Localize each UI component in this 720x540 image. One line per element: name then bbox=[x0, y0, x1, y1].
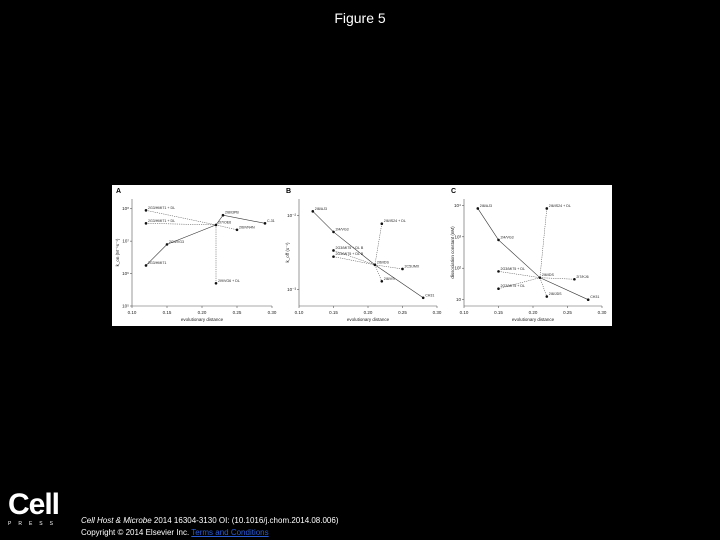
data-point bbox=[332, 249, 335, 252]
data-point bbox=[222, 214, 225, 217]
connector-line bbox=[375, 224, 382, 265]
data-point bbox=[422, 296, 425, 299]
x-tick-label: 0.10 bbox=[294, 310, 304, 315]
x-axis-label: evolutionary distance bbox=[346, 317, 390, 322]
x-tick-label: 0.20 bbox=[197, 310, 207, 315]
y-tick-label: 10⁻³ bbox=[287, 287, 296, 293]
x-axis-label: evolutionary distance bbox=[180, 317, 224, 322]
logo-word: Cell bbox=[8, 488, 60, 521]
y-axis-label: k_on (M⁻¹s⁻¹) bbox=[115, 238, 120, 267]
data-point-label: 2I6/IS24 + DL bbox=[383, 219, 406, 224]
x-tick-label: 0.20 bbox=[363, 310, 373, 315]
x-tick-label: 0.15 bbox=[329, 310, 338, 315]
data-point bbox=[477, 207, 480, 210]
figure-panels bbox=[112, 185, 612, 326]
data-point bbox=[145, 222, 148, 225]
data-point-label: 2G3/MI75 + DL bbox=[500, 266, 525, 271]
x-tick-label: 0.25 bbox=[563, 310, 572, 315]
data-point bbox=[539, 276, 542, 279]
data-point bbox=[497, 287, 500, 290]
data-point bbox=[546, 207, 549, 210]
connector-line bbox=[216, 225, 237, 230]
connector-line bbox=[540, 208, 547, 277]
chart-panel-a bbox=[112, 185, 282, 326]
data-point-label: 2I4/VG3 bbox=[335, 227, 349, 232]
page-title: Figure 5 bbox=[334, 10, 386, 26]
data-point-label: 2I9/VG6 + DL bbox=[218, 278, 240, 283]
y-tick-label: 10⁻² bbox=[287, 212, 296, 218]
trend-line bbox=[478, 208, 588, 299]
y-tick-label: 10⁸ bbox=[122, 206, 129, 212]
y-tick-label: 10² bbox=[454, 265, 461, 271]
data-point bbox=[381, 222, 384, 225]
data-point bbox=[215, 282, 218, 285]
terms-link[interactable]: Terms and Conditions bbox=[191, 528, 269, 537]
panel-letter: A bbox=[116, 188, 122, 195]
data-point-label: C-31 bbox=[267, 218, 275, 223]
x-tick-label: 0.30 bbox=[597, 310, 607, 315]
x-tick-label: 0.15 bbox=[162, 310, 172, 315]
data-point bbox=[573, 278, 576, 281]
data-point bbox=[264, 222, 267, 225]
x-tick-label: 0.25 bbox=[232, 310, 242, 315]
data-point-label: 2I8/VS bbox=[383, 276, 395, 281]
y-tick-label: 10⁴ bbox=[454, 202, 461, 208]
panel-a bbox=[112, 185, 282, 326]
y-tick-label: 10⁵ bbox=[122, 303, 129, 309]
x-tick-label: 0.10 bbox=[127, 310, 137, 315]
copyright-line bbox=[81, 527, 339, 539]
data-point bbox=[145, 209, 148, 212]
chart-panel-b bbox=[282, 185, 447, 326]
data-point bbox=[312, 210, 315, 213]
data-point-label: 2I7/OE6 bbox=[218, 220, 232, 225]
data-point-label: 2G3/HMI71 + DL bbox=[148, 218, 176, 223]
logo-press: PRESS bbox=[8, 521, 60, 527]
x-tick-label: 0.20 bbox=[528, 310, 538, 315]
y-tick-label: 10⁶ bbox=[122, 271, 129, 277]
panel-letter: C bbox=[451, 188, 457, 195]
data-point bbox=[497, 239, 500, 242]
data-point bbox=[374, 264, 377, 267]
data-point-label: 2I7/KJ6 bbox=[576, 274, 589, 279]
data-point bbox=[332, 255, 335, 258]
y-axis-label: dissociation constant (nM) bbox=[450, 226, 455, 279]
copyright-text: Copyright © 2014 Elsevier Inc. bbox=[81, 528, 190, 537]
data-point-label: 2I6/IS24 + DL bbox=[548, 203, 571, 208]
data-point-label: 2I4/VG3 bbox=[500, 235, 514, 240]
data-point-label: 2G3/HMI71 + DL bbox=[148, 205, 176, 210]
data-point-label: 2C5/JMX bbox=[404, 264, 420, 269]
y-tick-label: 10³ bbox=[454, 234, 461, 240]
data-point bbox=[546, 295, 549, 298]
data-point-label: 2I8/AJ3 bbox=[314, 206, 327, 211]
panel-c bbox=[447, 185, 612, 326]
data-point-label: 2I6/IDS bbox=[541, 273, 554, 278]
connector-line bbox=[540, 278, 575, 280]
data-point bbox=[401, 268, 404, 271]
data-point bbox=[497, 270, 500, 273]
data-point-label: 2G3/MI75 + DL B bbox=[335, 252, 364, 257]
panel-b bbox=[282, 185, 447, 326]
citation-rest: 2014 16304-3130 OI: (10.1016/j.chom.2014.08.006) bbox=[151, 516, 339, 525]
data-point-label: 2I8/I3PB bbox=[225, 210, 239, 215]
citation-journal: Cell Host & Microbe bbox=[81, 516, 152, 525]
y-tick-label: 10 bbox=[455, 297, 461, 303]
data-point bbox=[236, 229, 239, 232]
citation bbox=[81, 515, 339, 539]
x-tick-label: 0.30 bbox=[432, 310, 442, 315]
connector-line bbox=[334, 257, 375, 265]
x-tick-label: 0.30 bbox=[267, 310, 277, 315]
panel-letter: B bbox=[286, 188, 292, 195]
x-axis-label: evolutionary distance bbox=[511, 317, 555, 322]
citation-line bbox=[81, 515, 339, 527]
data-point-label: 2I6/VN4N bbox=[239, 225, 255, 230]
trend-line bbox=[313, 211, 423, 297]
data-point-label: 2G3/MI75 + DL bbox=[500, 284, 525, 289]
x-tick-label: 0.15 bbox=[494, 310, 503, 315]
data-point bbox=[332, 231, 335, 234]
y-tick-label: 10⁷ bbox=[122, 238, 129, 244]
data-point-label: 2I6/IDS bbox=[376, 260, 389, 265]
data-point-label: 2I8/JDS bbox=[548, 292, 562, 297]
y-axis-label: k_off (s⁻¹) bbox=[285, 242, 290, 263]
data-point bbox=[381, 280, 384, 283]
data-point bbox=[145, 264, 148, 267]
connector-line bbox=[146, 223, 216, 225]
data-point-label: 2G3/HMI71 bbox=[148, 260, 167, 265]
x-tick-label: 0.25 bbox=[398, 310, 407, 315]
connector-line bbox=[375, 265, 403, 269]
cell-press-logo bbox=[8, 490, 63, 530]
x-tick-label: 0.10 bbox=[459, 310, 469, 315]
data-point-label: 2G4/VG3 bbox=[169, 239, 184, 244]
data-point bbox=[215, 224, 218, 227]
data-point bbox=[166, 243, 169, 246]
data-point-label: 2I8/AJ3 bbox=[479, 203, 492, 208]
chart-panel-c bbox=[447, 185, 612, 326]
data-point bbox=[587, 298, 590, 301]
data-point-label: CH31 bbox=[590, 295, 600, 300]
data-point-label: 2G3/MI75 + DL B bbox=[335, 245, 364, 250]
data-point-label: CH31 bbox=[425, 293, 435, 298]
